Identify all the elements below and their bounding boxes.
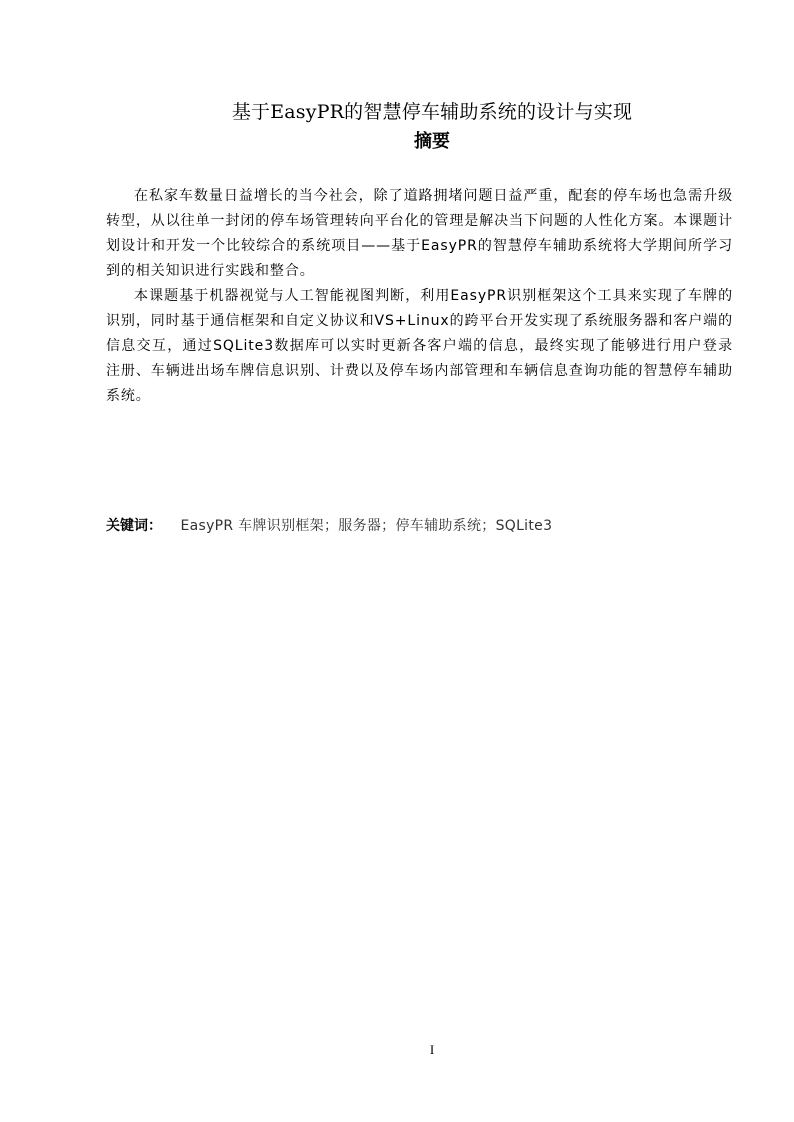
abstract-paragraph: 本课题基于机器视觉与人工智能视图判断，利用EasyPR识别框架这个工具来实现了车牌的识别，同时基于通信框架和自定义协议和VS+Linux的跨平台开发实现了系统服务器和客户端的信息交互，通过SQLite3数据库可以实时更新各客户端的信息，最终实现了能够进行用户登录注册、车辆进出场车牌信息识别、计费以及停车场内部管理和车辆信息查询功能的智慧停车辅助系统。 [106,288,733,404]
page-number: I [429,1042,435,1057]
abstract-body [106,184,733,409]
abstract-paragraph: 在私家车数量日益增长的当今社会，除了道路拥堵问题日益严重，配套的停车场也急需升级转型，从以往单一封闭的停车场管理转向平台化的管理是解决当下问题的人性化方案。本课题计划设计和开发一个比较综合的系统项目——基于EasyPR的智慧停车辅助系统将大学期间所学习到的相关知识进行实践和整合。 [106,188,733,279]
abstract-heading: 摘要 [414,131,450,152]
page-title: 基于EasyPR的智慧停车辅助系统的设计与实现 [231,101,633,123]
keywords-line [106,515,733,537]
keywords-text: EasyPR 车牌识别框架；服务器；停车辅助系统；SQLite3 [180,518,553,534]
keywords-label: 关键词： [106,518,162,534]
